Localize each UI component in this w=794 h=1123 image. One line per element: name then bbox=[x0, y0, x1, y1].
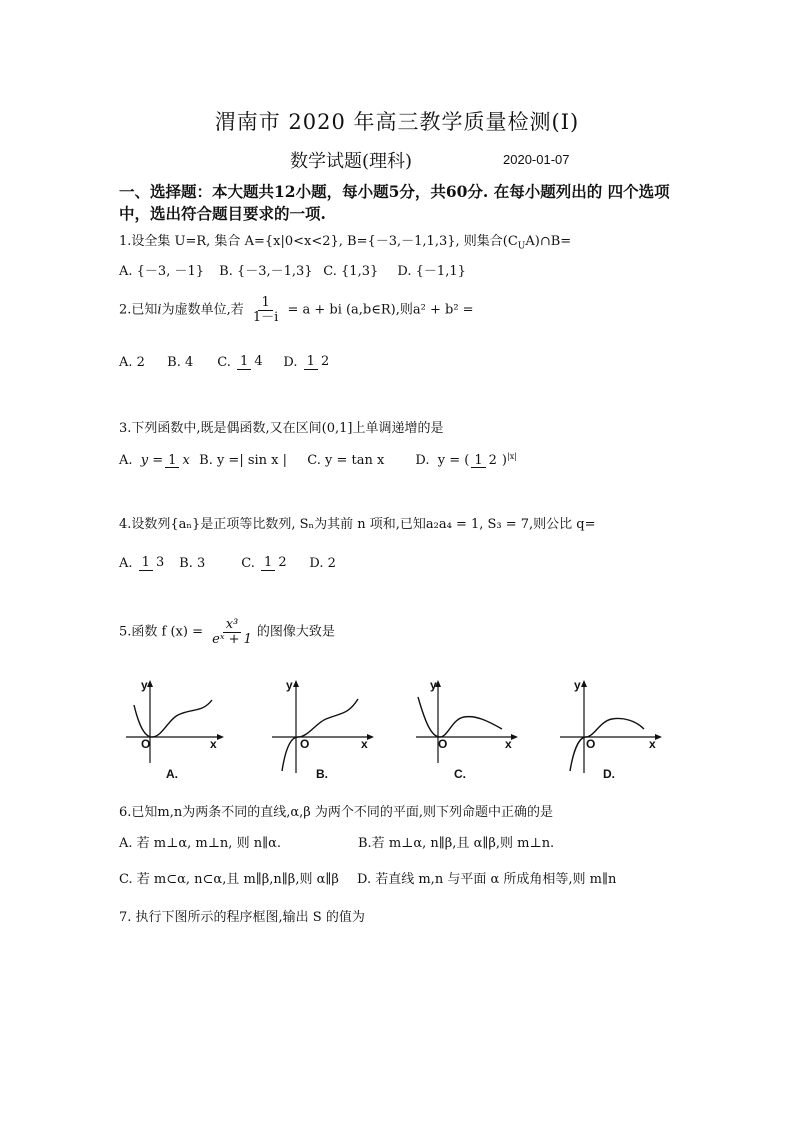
q6-option-c: C. 若 m⊂α, n⊂α,且 m∥β,n∥β,则 α∥β bbox=[119, 872, 339, 887]
q4-option-d: D. 2 bbox=[309, 556, 336, 571]
graph-b-y-label: y bbox=[286, 678, 293, 692]
q2-option-a: A. 2 bbox=[119, 355, 145, 370]
q4-option-a: A. 1 3 bbox=[119, 555, 165, 571]
q4-option-b: B. 3 bbox=[179, 556, 206, 571]
q6-option-d: D. 若直线 m,n 与平面 α 所成角相等,则 m∥n bbox=[357, 872, 617, 887]
graph-d-x-label: x bbox=[649, 737, 656, 751]
graph-d-label: D. bbox=[603, 767, 615, 781]
q3-option-d: D. y = ( 1 2 )$^{|x|}$ bbox=[415, 452, 517, 469]
q2-option-d: D. 1 2 bbox=[283, 354, 330, 370]
q2-option-b: B. 4 bbox=[167, 355, 194, 370]
q1-option-c: C. {1,3} bbox=[323, 264, 379, 279]
q3-option-a: A. y = 1 x bbox=[119, 452, 190, 469]
graph-a-x-label: x bbox=[210, 737, 217, 751]
section-heading-line2: 中，选出符合题目要求的一项. bbox=[119, 204, 326, 223]
q6-option-a: A. 若 m⊥α, m⊥n, 则 n∥α. bbox=[119, 836, 281, 851]
question-4-stem: 4.设数列{aₙ}是正项等比数列, Sₙ为其前 n 项和,已知a₂a₄ = 1, S₃ = 7,则公比 q= bbox=[119, 517, 596, 532]
q1-option-b: B. {－3,－1,3} bbox=[219, 264, 313, 279]
q6-option-b: B.若 m⊥α, n∥β,且 α∥β,则 m⊥n. bbox=[358, 836, 555, 851]
graph-a-label: A. bbox=[166, 767, 178, 781]
graph-b-origin: O bbox=[300, 737, 310, 751]
question-2-stem: 2.已知i为虚数单位,若 $\frac{1}{1-i}$ = a + bi (a,b∈R),则a² + b² = bbox=[119, 295, 474, 325]
graph-c-label: C. bbox=[454, 767, 466, 781]
graph-d-origin: O bbox=[586, 737, 596, 751]
q3-option-b: B. y =| sin x | bbox=[199, 453, 288, 469]
graph-c-y-label: y bbox=[430, 678, 437, 692]
graph-c-origin: O bbox=[438, 737, 448, 751]
graph-d bbox=[556, 675, 668, 775]
q3-option-c: C. y = tan x bbox=[307, 453, 385, 469]
question-3-stem: 3.下列函数中,既是偶函数,又在区间(0,1]上单调递增的是 bbox=[119, 421, 444, 436]
question-2-options bbox=[119, 355, 334, 370]
q2-fraction: $\frac{1}{1-i}$ bbox=[252, 295, 279, 325]
page-title: 渭南市 2020 年高三教学质量检测(Ⅰ) bbox=[214, 110, 580, 134]
page-subtitle: 数学试题(理科) bbox=[290, 151, 413, 172]
graph-a-origin: O bbox=[141, 737, 151, 751]
q2-option-c: C. 1 4 bbox=[217, 354, 263, 370]
graph-d-y-label: y bbox=[574, 678, 581, 692]
question-5-stem: 5.函数 f (x) = $\frac{\text{x³}}{\text{eˣ + 1}}$ 的图像大致是 bbox=[119, 617, 335, 647]
question-1-stem: 1.设全集 U=R, 集合 A={x|0<x<2}, B={－3,－1,1,3}, 则集合$(C_UA)\cap B=$ bbox=[119, 234, 572, 252]
question-3-options bbox=[119, 452, 517, 468]
q1-option-a: A. {－3, －1} bbox=[119, 264, 205, 279]
graph-a-y-label: y bbox=[141, 678, 148, 692]
graph-a bbox=[118, 675, 230, 765]
question-6-stem: 6.已知m,n为两条不同的直线,α,β 为两个不同的平面,则下列命题中正确的是 bbox=[119, 805, 554, 820]
question-1-options bbox=[119, 260, 466, 279]
graph-b bbox=[268, 675, 380, 775]
question-4-options bbox=[119, 556, 336, 571]
q1-option-d: D. {－1,1} bbox=[397, 264, 466, 279]
graph-b-label: B. bbox=[316, 767, 328, 781]
graph-b-x-label: x bbox=[361, 737, 368, 751]
graph-c-x-label: x bbox=[505, 737, 512, 751]
section-heading-line1: 一、选择题：本大题共12小题，每小题5分，共60分. 在每小题列出的 四个选项 bbox=[119, 182, 670, 201]
question-7-stem: 7. 执行下图所示的程序框图,输出 S 的值为 bbox=[119, 910, 365, 925]
graph-c bbox=[412, 675, 524, 765]
q5-fraction: $\frac{\text{x³}}{\text{eˣ + 1}}$ bbox=[212, 617, 252, 647]
q4-option-c: C. 1 2 bbox=[241, 555, 287, 571]
exam-date: 2020-01-07 bbox=[503, 152, 570, 167]
